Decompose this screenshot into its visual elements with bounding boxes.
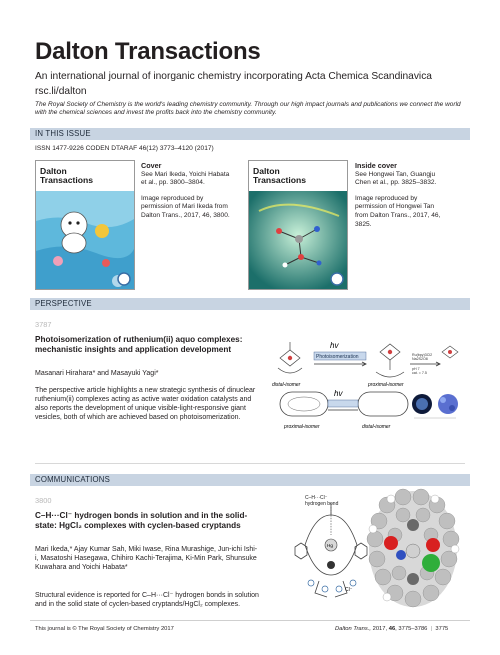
svg-text:Ru(bpy)3Cl2: Ru(bpy)3Cl2 xyxy=(412,353,433,357)
footer-journal: Dalton Trans., xyxy=(335,626,371,632)
svg-text:pH 7: pH 7 xyxy=(412,367,420,371)
inside-cover-journal-name: Dalton Transactions xyxy=(253,166,307,185)
front-cover-see[interactable]: See Mari Ikeda, Yoichi Habata et al., pp. 3800–3804. xyxy=(141,170,230,187)
rsc-logo-icon xyxy=(330,272,344,286)
footer-pages: , 3775–3786 xyxy=(395,626,428,632)
cover-journal-name: Dalton Transactions xyxy=(40,166,94,185)
inside-cover-image[interactable] xyxy=(248,160,348,290)
perspective-abstract: The perspective article highlights a new strategic synthesis of dinuclear ruthenium(ii) complexes acting as active water oxidation catalysts and also reports the development of unique visible-light-responsive giant vesicles, both of which are achieved based on photoisomerization. xyxy=(35,387,256,421)
hv-label: hv xyxy=(330,341,339,350)
perspective-authors: Masanari Hirahara* and Masayuki Yagi* xyxy=(35,370,159,377)
front-cover-caption xyxy=(141,162,233,221)
communications-abstract: Structural evidence is reported for C–H···Cl⁻ hydrogen bonds in solution and in the solid state of cyclen-based cryptands/HgCl₂ complexes. xyxy=(35,592,259,608)
photoisomerization-label: Photoisomerization xyxy=(316,354,359,360)
footer-rule xyxy=(30,620,470,621)
svg-text:hv: hv xyxy=(334,389,343,398)
issn-line: ISSN 1477-9226 CODEN DTARAF 46(12) 3773–4120 (2017) xyxy=(35,145,214,152)
perspective-heading: PERSPECTIVE xyxy=(35,299,92,308)
perspective-graphic xyxy=(270,338,465,466)
footer-citation: Dalton Trans., 2017, 46, 3775–3786 | 3775 xyxy=(335,626,449,632)
rsc-logo-icon xyxy=(117,272,131,286)
hg-label: Hg xyxy=(327,543,333,548)
cl-label: Cl⁻ xyxy=(345,587,353,593)
section-divider xyxy=(35,463,465,464)
inside-cover-title: Inside cover xyxy=(355,161,397,170)
svg-text:cat. = 7.5: cat. = 7.5 xyxy=(412,371,427,375)
communications-heading: COMMUNICATIONS xyxy=(35,475,110,484)
svg-text:distal-isomer: distal-isomer xyxy=(362,424,391,430)
distal-isomer-label: distal-isomer xyxy=(272,382,301,388)
footer-page-number: 3775 xyxy=(435,626,449,632)
hbond-label-line1: C–H···Cl⁻ xyxy=(305,495,328,501)
journal-subtitle: An international journal of inorganic chemistry incorporating Acta Chemica Scandinavica xyxy=(35,71,432,82)
perspective-bar xyxy=(30,298,470,310)
communications-title[interactable]: C–H···Cl⁻ hydrogen bonds in solution and in the solid-state: HgCl₂ complexes with cyclen-based cryptands xyxy=(35,511,248,530)
footer-year: 2017, xyxy=(370,626,389,632)
hbond-label-line2: hydrogen bond xyxy=(305,501,339,507)
svg-text:Na2S2O8: Na2S2O8 xyxy=(412,357,428,361)
inside-cover-caption xyxy=(355,162,447,229)
front-cover-title: Cover xyxy=(141,161,162,170)
communications-graphic xyxy=(275,485,465,613)
footer-volume: 46 xyxy=(388,626,396,632)
in-this-issue-bar xyxy=(30,128,470,140)
front-cover-credit: Image reproduced by permission of Mari Ikeda from Dalton Trans., 2017, 46, 3800. xyxy=(141,194,230,219)
perspective-title[interactable]: Photoisomerization of ruthenium(ii) aquo complexes: mechanistic insights and application development xyxy=(35,335,243,354)
communications-authors: Mari Ikeda,* Ajay Kumar Sah, Miki Iwase, Rina Murashige, Jun-ichi Ishi-i, Masatoshi Hasegawa, Chihiro Kachi-Terajima, Ki-Min Park, Shunsuke Kuwahara and Yoichi Habata* xyxy=(35,546,258,571)
journal-url[interactable]: rsc.li/dalton xyxy=(35,86,87,97)
footer-copyright: This journal is © The Royal Society of Chemistry 2017 xyxy=(35,626,174,632)
journal-intro: The Royal Society of Chemistry is the world's leading chemistry community. Through our high impact journals and publications we connect the world with the chemical sciences and invest the profits back into the chemistry community. xyxy=(35,101,461,117)
journal-title: Dalton Transactions xyxy=(35,38,261,65)
front-cover-image[interactable] xyxy=(35,160,135,290)
inside-cover-credit: Image reproduced by permission of Hongwei Tan from Dalton Trans., 2017, 46, 3825. xyxy=(355,194,441,228)
communications-page: 3800 xyxy=(35,496,52,505)
in-this-issue-heading: IN THIS ISSUE xyxy=(35,129,91,138)
perspective-page: 3787 xyxy=(35,320,52,329)
svg-text:proximal-isomer: proximal-isomer xyxy=(284,424,320,430)
proximal-isomer-label: proximal-isomer xyxy=(368,382,404,388)
inside-cover-see[interactable]: See Hongwei Tan, Guangju Chen et al., pp. 3825–3832. xyxy=(355,170,437,187)
